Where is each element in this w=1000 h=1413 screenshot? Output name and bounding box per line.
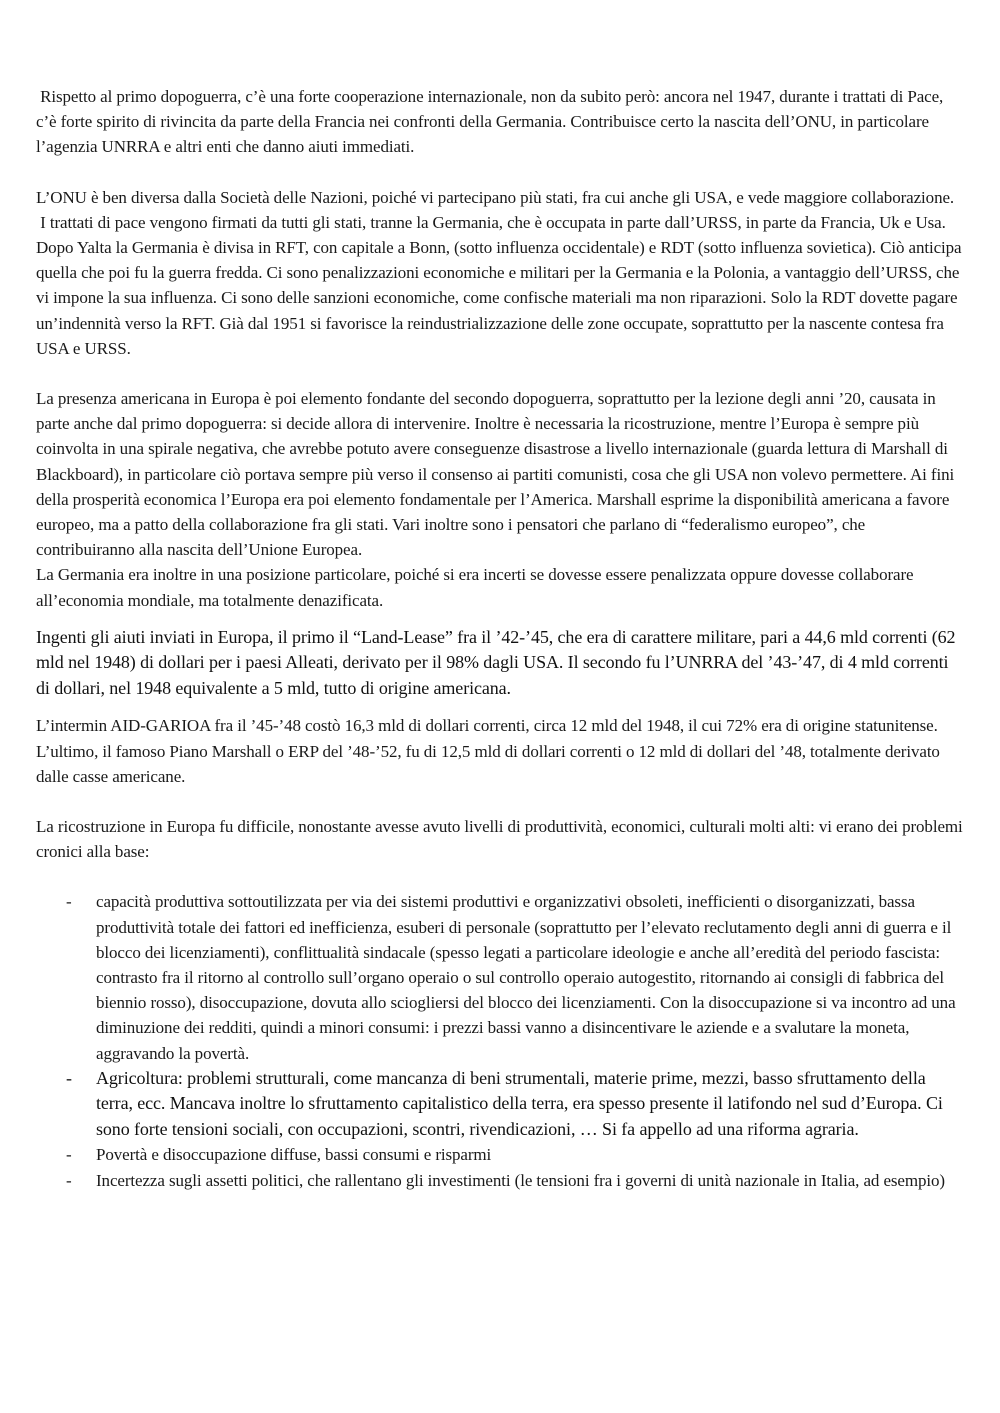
list-dash: - bbox=[66, 892, 72, 912]
list-item-agriculture bbox=[36, 1066, 966, 1143]
paragraph-aid-land-lease: Ingenti gli aiuti inviati in Europa, il primo il “Land-Lease” fra il ’42-’45, che era di carattere militare, pari a 44,6 mld correnti (62 mld nel 1948) di dollari per i paesi Alleati, derivato per il 98% dagli USA. Il secondo fu l’UNRRA del ’43-’47, di 4 mld correnti di dollari, nel 1948 equivalente a 5 mld, tutto di origine americana. bbox=[36, 626, 960, 698]
problems-list bbox=[36, 889, 966, 1192]
list-item-poverty bbox=[36, 1142, 966, 1167]
list-item-productive-capacity bbox=[36, 889, 966, 1065]
document-body bbox=[36, 84, 966, 1193]
list-dash: - bbox=[66, 1067, 72, 1088]
paragraph-spacer bbox=[36, 160, 966, 185]
paragraph-spacer bbox=[36, 789, 966, 814]
list-item-text: Povertà e disoccupazione diffuse, bassi consumi e risparmi bbox=[96, 1145, 492, 1165]
list-item-text: capacità produttiva sottoutilizzata per via dei sistemi produttivi e organizzativi obsoleti, inefficienti o disorganizzati, bassa produttività totale dei fattori ed inefficienza, esuberi di personale (soprattutto per l’elevato reclutamento degli anni di guerra e il blocco dei licenziamenti), conflittualità sindacale (spesso legati a particolare ideologie e anche all’eredità del periodo fascista: contrasto fra il ritorno al controllo sull’organo operaio o sul controllo operaio autogestito, ritornando ai consigli di fabbrica del biennio rosso), disoccupazione, dovuta allo sciogliersi del blocco dei licenziamenti. Con la disoccupazione si va incontro ad una diminuzione dei redditi, quindi a minori consumi: i prezzi bassi vanno a disincentivare le aziende e a svalutare la moneta, aggravando la povertà. bbox=[96, 892, 956, 1063]
paragraph-spacer bbox=[36, 864, 966, 889]
list-dash: - bbox=[66, 1145, 72, 1165]
list-item-text: Incertezza sugli assetti politici, che rallentano gli investimenti (le tensioni fra i governi di unità nazionale in Italia, ad esempio) bbox=[96, 1170, 945, 1190]
paragraph-spacer bbox=[36, 613, 966, 625]
list-dash: - bbox=[66, 1170, 72, 1190]
paragraph-american-presence: La presenza americana in Europa è poi elemento fondante del secondo dopoguerra, soprattutto per la lezione degli anni ’20, causata in parte anche dal primo dopoguerra: si decide allora di intervenire. Inoltre è necessaria la ricostruzione, mentre l’Europa è sempre più coinvolta in una spirale negativa, che avrebbe potuto avere conseguenze disastrose a livello internazionale (guarda lettura di Marshall di Blackboard), in particolare ciò portava sempre più verso il consenso ai partiti comunisti, cosa che gli USA non volevo permettere. Ai fini della prosperità economica l’Europa era poi elemento fondamentale per l’America. Marshall esprime la disponibilità americana a favore europeo, ma a patto della collaborazione fra gli stati. Vari inoltre sono i pensatori che parlano di “federalismo europeo”, che contribuiranno alla nascita dell’Unione Europea. bbox=[36, 389, 959, 560]
paragraph-spacer bbox=[36, 361, 966, 386]
paragraph-germany-position: La Germania era inoltre in una posizione particolare, poiché si era incerti se dovesse essere penalizzata oppure dovesse collaborare all’economia mondiale, ma totalmente denazificata. bbox=[36, 565, 918, 610]
paragraph-onu: L’ONU è ben diversa dalla Società delle Nazioni, poiché vi partecipano più stati, fra cui anche gli USA, e vede maggiore collaborazione. bbox=[36, 187, 955, 207]
paragraph-spacer bbox=[36, 701, 966, 713]
paragraph-aid-garioa: L’intermin AID-GARIOA fra il ’45-’48 costò 16,3 mld di dollari correnti, circa 12 mld del 1948, il cui 72% era di origine statunitense. L’ultimo, il famoso Piano Marshall o ERP del ’48-’52, fu di 12,5 mld di dollari correnti o 12 mld di dollari del ’48, totalmente derivato dalle casse americane. bbox=[36, 716, 944, 786]
list-item-text: Agricoltura: problemi strutturali, come mancanza di beni strumentali, materie prime, mezzi, basso sfruttamento della terra, ecc. Mancava inoltre lo sfruttamento capitalistico della terra, era spesso presente il latifondo nel sud d’Europa. Ci sono forte tensioni sociali, con occupazioni, scontri, rivendicazioni, … Si fa appello ad una riforma agraria. bbox=[96, 1067, 943, 1139]
paragraph-cooperation: Rispetto al primo dopoguerra, c’è una forte cooperazione internazionale, non da subito però: ancora nel 1947, durante i trattati di Pace, c’è forte spirito di rivincita da parte della Francia nei confronti della Germania. Contribuisce certo la nascita dell’ONU, in particolare l’agenzia UNRRA e altri enti che danno aiuti immediati. bbox=[36, 87, 948, 157]
paragraph-peace-treaties: I trattati di pace vengono firmati da tutti gli stati, tranne la Germania, che è occupata in parte dall’URSS, in parte da Francia, Uk e Usa. Dopo Yalta la Germania è divisa in RFT, con capitale a Bonn, (sotto influenza occidentale) e RDT (sotto influenza sovietica). Ciò anticipa quella che poi fu la guerra fredda. Ci sono penalizzazioni economiche e militari per la Germania e la Polonia, a vantaggio dell’URSS, che vi impone la sua influenza. Ci sono delle sanzioni economiche, come confische materiali ma non riparazioni. Solo la RDT dovette pagare un’indennità verso la RFT. Già dal 1951 si favorisce la reindustrializzazione delle zone occupate, soprattutto per la nascente contesa fra USA e URSS. bbox=[36, 212, 966, 358]
paragraph-reconstruction: La ricostruzione in Europa fu difficile, nonostante avesse avuto livelli di produttività, economici, culturali molti alti: vi erano dei problemi cronici alla base: bbox=[36, 816, 967, 862]
list-item-political-uncertainty bbox=[36, 1168, 966, 1193]
